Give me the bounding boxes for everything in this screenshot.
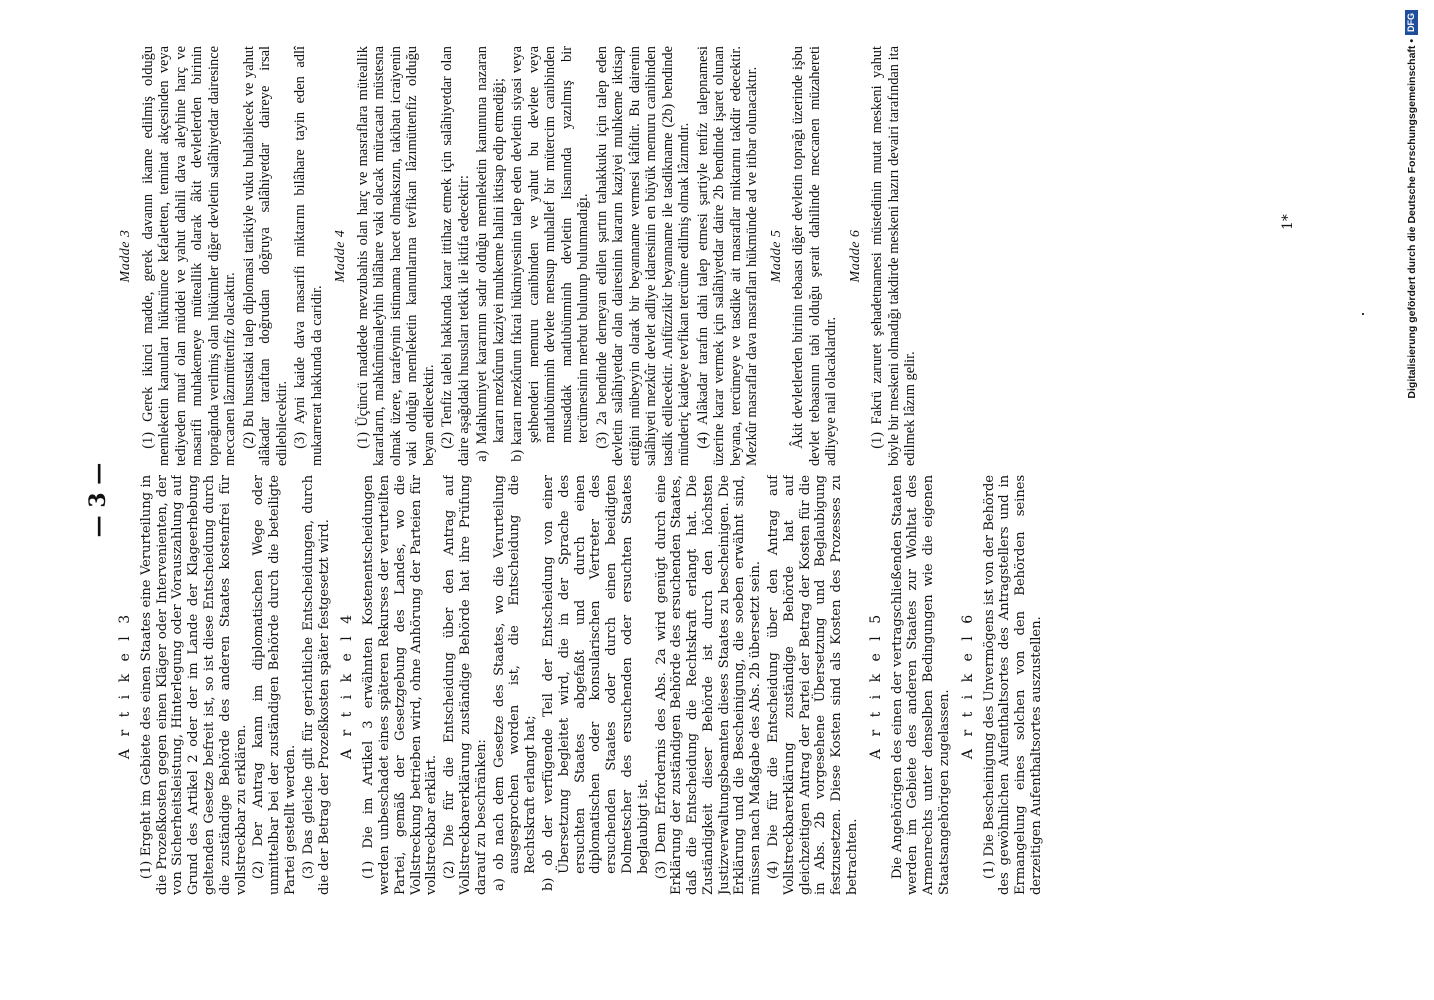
article-3-paragraph-2: (2) Der Antrag kann im diplomatischen Wege oder unmittelbar bei der zuständigen Behörde durch die beteiligte Partei gestellt werden. bbox=[251, 475, 298, 895]
madde-5-paragraph-1: Âkit devletlerden birinin tebaası diğer devletin toprağı üzerinde işbu devlet tebaasının tabi olduğu şerait dahilinde meccanen müzahereti adliyeye nail olacaklardır. bbox=[790, 46, 839, 466]
article-4-paragraph-3: (3) Dem Erfordernis des Abs. 2a wird genügt durch eine Erklärung der zuständigen Behörde des ersuchenden Staates, daß die Entscheidung die Rechtskraft erlangt hat. Die Zuständigkeit dieser Behörde ist durch den höchsten Justizverwaltungsbeamten dieses Staates zu bescheinigen. Die Erklärung und die Bescheinigung, die soeben erwähnt sind, müssen nach Maßgabe des Abs. 2b übersetzt sein. bbox=[653, 475, 764, 895]
dfg-logo: DFG bbox=[1405, 10, 1418, 35]
article-5-heading: A r t i k e l 5 bbox=[867, 610, 884, 760]
article-4-paragraph-1: (1) Die im Artikel 3 erwähnten Kostenentscheidungen werden unbeschadet eines späteren Rekurses der verurteilten Partei, gemäß der Gesetzgebung des Landes, wo die Vollstreckung betrieben wird, ohne Anhörung der Parteien für vollstreckbar erklärt. bbox=[361, 475, 440, 895]
madde-4-heading: Madde 4 bbox=[333, 229, 348, 283]
article-4-heading: A r t i k e l 4 bbox=[339, 610, 356, 760]
digitization-stamp bbox=[1405, 10, 1418, 990]
article-4-item-b: b) ob der verfügende Teil der Entscheidung von einer Übersetzung begleitet wird, die in der Sprache des ersuchten Staates abgefaßt und durch einen diplomatischen oder konsularischen Vertreter des ersuchenden Staates oder durch einen beeidigten Dolmetscher des ersuchenden oder ersuchten Staates beglaubigt ist. bbox=[540, 475, 651, 892]
scan-speck bbox=[1362, 313, 1364, 315]
article-5-paragraph-1: Die Angehörigen des einen der vertragschließenden Staaten werden im Gebiete des anderen Staates zur Wohltat des Armenrechts unter denselben Bedingungen wie die eigenen Staatsangehörigen zugelassen. bbox=[889, 475, 953, 895]
madde-3-paragraph-2: (2) Bu husustaki talep diplomasi tarikiyle vuku bulabilecek ve yahut alâkadar taraftan doğrudan doğruya salâhiyetdar daireye irsal edilebilecektir. bbox=[240, 46, 290, 466]
madde-4-paragraph-1: (1) Üçüncü maddede mevzubahis olan harç ve masraflara müteallik kararların, mahkûmünaleyhin bilâhare vaki olacak müracaatı müstesna olmak üzere, tarafeynin istimama hacet olmaksızın, takibatı icraiyenin vaki olduğu memleketin kanunlarına tevfikan lâzımüttenfiz olduğu beyan edilecektir. bbox=[354, 46, 437, 466]
article-4-item-a: a) ob nach dem Gesetze des Staates, wo die Verurteilung ausgesprochen worden ist, die Entscheidung die Rechtskraft erlangt hat; bbox=[491, 475, 539, 892]
signature-mark: 1* bbox=[1280, 214, 1296, 230]
article-4-paragraph-4: (4) Die für die Entscheidung über den Antrag auf Vollstreckbarerklärung zuständige Behörde hat auf gleichzeitigen Antrag der Partei der Betrag der Kosten für die in Abs. 2b vorgesehene Übersetzung und Beglaubigung festzusetzen. Diese Kosten sind als Kosten des Prozesses zu betrachten. bbox=[766, 475, 861, 895]
article-3-paragraph-1: (1) Ergeht im Gebiete des einen Staates eine Verurteilung in die Prozeßkosten gegen einen Kläger oder Intervenienten, der von Sicherheitsleistung, Hinterlegung oder Vorauszahlung auf Grund des Artikel 2 oder der im Lande der Klageerhebung geltenden Gesetze befreit ist, so ist diese Entscheidung durch die zuständige Behörde des anderen Staates kostenfrei für vollstreckbar zu erklären. bbox=[138, 475, 249, 895]
page-number: — 3 — bbox=[85, 462, 111, 538]
madde-6-heading: Madde 6 bbox=[847, 229, 863, 283]
madde-3-paragraph-3: (3) Ayni kaide dava masarifi miktarını bilâhare tayin eden adlî mukarrerat hakkında da caridir. bbox=[292, 46, 325, 466]
article-3-paragraph-3: (3) Das gleiche gilt für gerichtliche Entscheidungen, durch die der Betrag der Prozeßkosten später festgesetzt wird. bbox=[300, 475, 332, 895]
madde-5-heading: Madde 5 bbox=[768, 229, 784, 283]
article-6-paragraph-1: (1) Die Bescheinigung des Unvermögens ist von der Behörde des gewöhnlichen Aufenthaltsortes des Antragstellers und in Ermangelung eines solchen von den Behörden seines derzeitigen Aufenthaltsortes auszustellen. bbox=[981, 475, 1045, 895]
madde-4-item-a: a) Mahkumiyet kararının sadır olduğu memleketin kanununa nazaran kararı mezkûrun kaziyei muhkeme halini iktisap edip etmediği; bbox=[474, 46, 507, 462]
digitization-stamp-text: Digitalisierung gefördert durch die Deutsche Forschungsgemeinschaft • bbox=[1405, 39, 1418, 399]
german-text-column bbox=[110, 475, 1230, 895]
madde-6-paragraph-1: (1) Fakrü zaruret şehadetnamesi müstedinin mutat meskeni yahut böyle bir meskeni olmadığı takdirde meskeni hazırı devairi tarafından ita edilmek lâzım gelir. bbox=[869, 46, 918, 466]
madde-4-item-b: b) kararı mezkûrun fıkrai hükmiyesinin talep eden devletin siyasi veya şehbenderi memuru canibinden ve yahut bu devlete veya matlubünminh devlete mensup muhallef bir mütercim canibinden musaddak matlubünminh devletin lisanında yazılmış bir tercümesinin merbut bulunup bulunmadığı. bbox=[509, 46, 591, 462]
madde-4-paragraph-2: (2) Tenfiz talebi hakkında karar ittihaz etmek için salâhiyetdar olan daire aşağıdaki hususları tetkik ile iktifa edecektir: bbox=[439, 46, 472, 466]
turkish-text-column bbox=[110, 46, 1230, 466]
madde-4-paragraph-3: (3) 2a bendinde derneyan edilen şartın tahakkuku için talep eden devletin salâhiyetdar olan dairesinin kararın kaziyei muhkeme iktisap ettiğini mübeyyin olarak bir beyanname vermesi kâfidir. Bu dairenin salâhiyeti mezkûr devlet adliye idaresinin en büyük memuru canibinden tasdik edilecektir. Anifüzzikir beyanname ile tasdikname (2b) bendinde münderiç kaideye tevfikan tercüme edilmiş olmak lâzımdır. bbox=[593, 46, 692, 466]
madde-4-paragraph-4: (4) Alâkadar tarafın dahi talep etmesi şartiyle tenfiz talepnamesi üzerine karar vermek için salâhiyetdar daire 2b bendinde işaret olunan beyana, tercümeye ve tasdike ait masraflar miktarını takdir edecektir. Mezkûr masraflar dava masrafları hükmünde ad ve itibar olunacaktır. bbox=[694, 46, 760, 466]
article-4-paragraph-2: (2) Die für die Entscheidung über den Antrag auf Vollstreckbarerklärung zuständige Behörde hat ihre Prüfung darauf zu beschränken: bbox=[442, 475, 489, 895]
article-6-heading: A r t i k e l 6 bbox=[959, 610, 976, 760]
madde-3-paragraph-1: (1) Gerek ikinci madde, gerek davanın ikame edilmiş olduğu memleketin kanunları hükmünce kefaletten, teminat akçesinden veya tediyeden muaf olan müddei ve yahut dahili dava aleyhine harç ve masarifi muhakemeye müteallik olarak âkit devletlerden birinin toprağında verilmiş olan hükümler diğer devletin salâhiyetdar dairesince meccanen lâzımüttenfiz olacaktır. bbox=[139, 46, 238, 466]
article-3-heading: A r t i k e l 3 bbox=[117, 610, 133, 760]
madde-3-heading: Madde 3 bbox=[118, 229, 133, 283]
